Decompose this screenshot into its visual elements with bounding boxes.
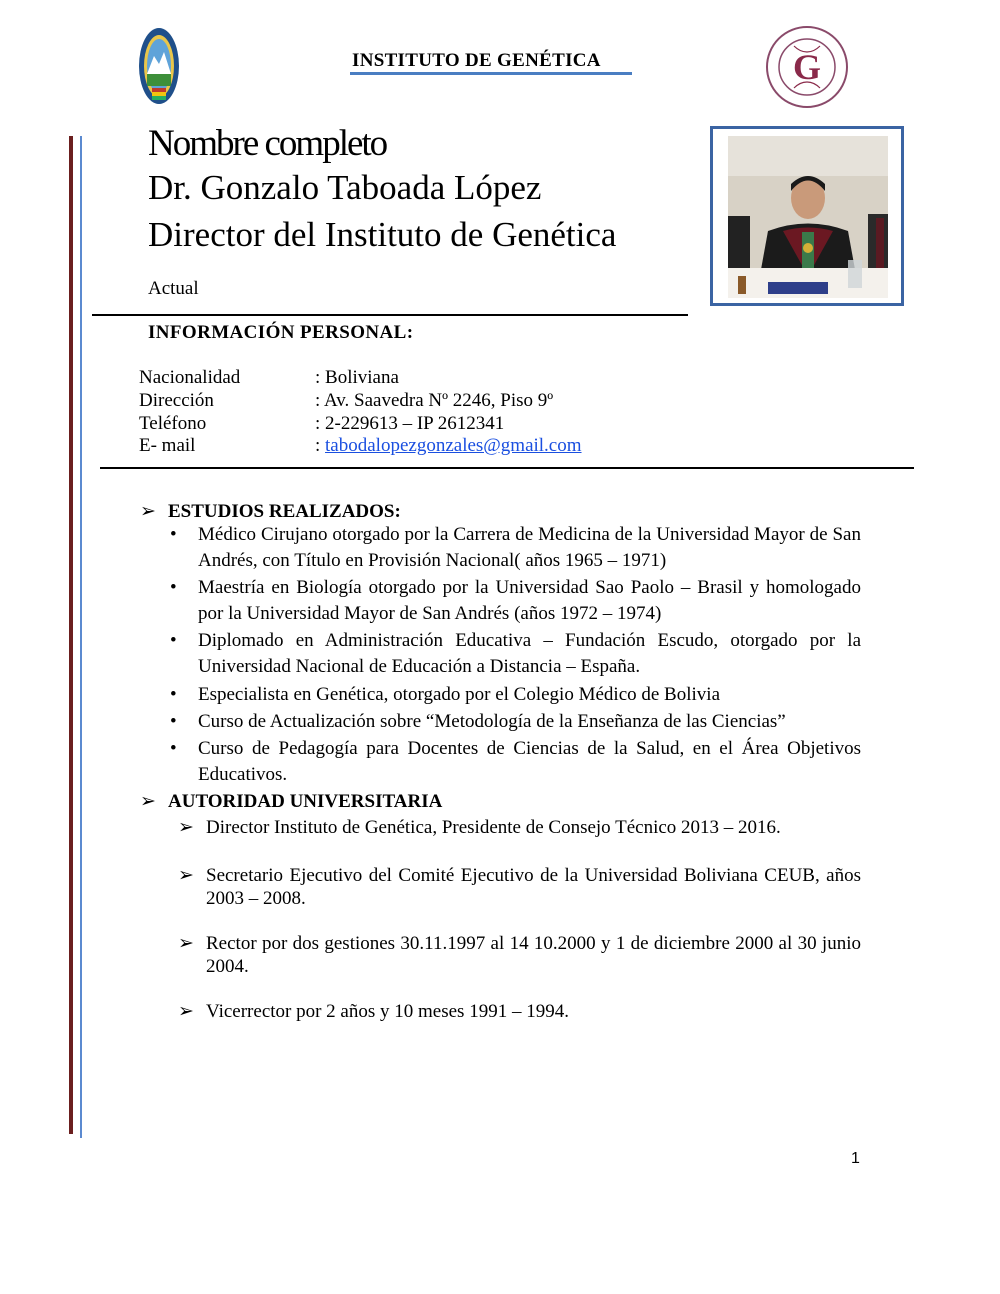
bullet-icon: •: [170, 577, 177, 598]
email-prefix: :: [315, 435, 326, 456]
left-border-line-blue: [80, 136, 82, 1138]
personal-info-heading: INFORMACIÓN PERSONAL:: [148, 322, 414, 343]
list-item: [170, 628, 861, 680]
studies-heading-text: ESTUDIOS REALIZADOS:: [168, 501, 401, 522]
list-item: [178, 816, 861, 839]
list-item: [178, 864, 861, 910]
list-item: [170, 522, 861, 574]
list-item-text: Vicerrector por 2 años y 10 meses 1991 – 1994.: [206, 1001, 569, 1022]
profile-photo: [710, 126, 904, 306]
authority-heading-text: AUTORIDAD UNIVERSITARIA: [168, 791, 443, 812]
info-label: Dirección: [139, 390, 214, 411]
list-item-text: Diplomado en Administración Educativa – Fundación Escudo, otorgado por la Universidad Nacional de Educación a Distancia – España.: [198, 630, 861, 677]
arrow-bullet-icon: ➢: [178, 933, 194, 954]
info-value: : Boliviana: [315, 367, 399, 388]
list-item: [178, 932, 861, 978]
arrow-bullet-icon: ➢: [140, 791, 156, 812]
list-item-text: Especialista en Genética, otorgado por el Colegio Médico de Bolivia: [198, 684, 720, 705]
info-label: Teléfono: [139, 413, 207, 434]
list-item-text: Rector por dos gestiones 30.11.1997 al 14 10.2000 y 1 de diciembre 2000 al 30 junio 2004.: [206, 933, 861, 977]
list-item-text: Maestría en Biología otorgado por la Universidad Sao Paolo – Brasil y homologado por la Universidad Mayor de San Andrés (años 1972 – 1974): [198, 577, 861, 624]
list-item: [178, 1000, 861, 1023]
info-value: : Av. Saavedra Nº 2246, Piso 9º: [315, 390, 554, 411]
bullet-icon: •: [170, 684, 177, 705]
page-number: 1: [851, 1150, 860, 1167]
divider: [92, 314, 688, 316]
bullet-icon: •: [170, 524, 177, 545]
list-item-text: Curso de Actualización sobre “Metodología de la Enseñanza de las Ciencias”: [198, 711, 786, 732]
institute-title: INSTITUTO DE GENÉTICA: [352, 50, 601, 71]
bullet-icon: •: [170, 738, 177, 759]
list-item-text: Médico Cirujano otorgado por la Carrera de Medicina de la Universidad Mayor de San Andrés, con Título en Provisión Nacional( años 1965 – 1971): [198, 524, 861, 571]
list-item: [170, 575, 861, 627]
umsa-logo-icon: [136, 26, 182, 110]
instituto-genetica-logo-icon: [764, 24, 850, 110]
divider: [100, 467, 914, 469]
arrow-bullet-icon: ➢: [178, 817, 194, 838]
list-item: [170, 682, 861, 708]
list-item: [170, 709, 861, 735]
list-item-text: Secretario Ejecutivo del Comité Ejecutivo de la Universidad Boliviana CEUB, años 2003 – 2008.: [206, 865, 861, 909]
arrow-bullet-icon: ➢: [140, 501, 156, 522]
arrow-bullet-icon: ➢: [178, 1001, 194, 1022]
info-value: [315, 435, 582, 457]
name-heading: Nombre completo: [148, 123, 387, 164]
authority-heading: [140, 790, 442, 813]
full-name: Dr. Gonzalo Taboada López: [148, 168, 542, 207]
list-item: [170, 736, 861, 788]
info-value: : 2-229613 – IP 2612341: [315, 413, 505, 434]
left-border-line: [69, 136, 73, 1134]
bullet-icon: •: [170, 711, 177, 732]
title-underline: [350, 72, 632, 75]
svg-text:G: G: [792, 47, 822, 87]
status-text: Actual: [148, 278, 199, 299]
bullet-icon: •: [170, 630, 177, 651]
studies-heading: [140, 500, 401, 523]
email-link[interactable]: tabodalopezgonzales@gmail.com: [325, 435, 582, 456]
info-label: E- mail: [139, 435, 196, 456]
portrait-image: [728, 136, 888, 298]
role-title: Director del Instituto de Genética: [148, 215, 617, 254]
list-item-text: Curso de Pedagogía para Docentes de Ciencias de la Salud, en el Área Objetivos Educativos.: [198, 738, 861, 785]
list-item-text: Director Instituto de Genética, Presidente de Consejo Técnico 2013 – 2016.: [206, 817, 781, 838]
info-label: Nacionalidad: [139, 367, 241, 388]
arrow-bullet-icon: ➢: [178, 865, 194, 886]
